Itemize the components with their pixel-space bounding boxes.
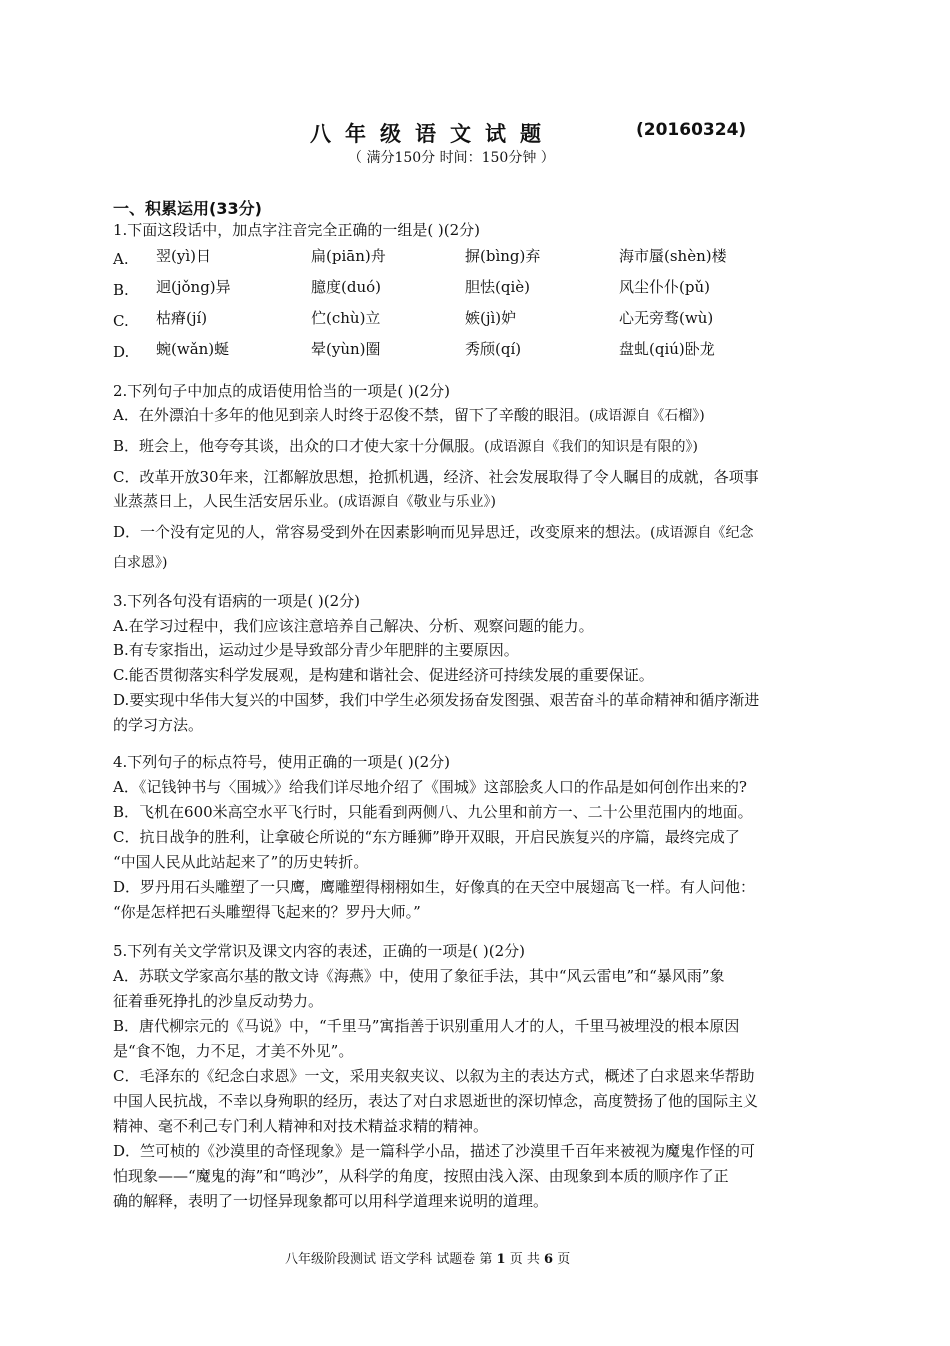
option-d-item-2: 晕(yùn)圈 xyxy=(311,340,381,358)
option-text: D．一个没有定见的人，常容易受到外在因素影响而见异思迁，改变原来的想法。 xyxy=(113,523,651,541)
option-d-item-1: 蜿(wǎn)蜒 xyxy=(156,340,230,358)
question-3-option-a: A.在学习过程中，我们应该注意培养自己解决、分析、观察问题的能力。 xyxy=(113,617,594,635)
option-letter-a: A. xyxy=(113,250,129,268)
question-4-option-b: B．飞机在600米高空水平飞行时，只能看到两侧八、九公里和前方一、二十公里范围内的地面。 xyxy=(113,803,753,821)
footer-end: 页 xyxy=(557,1252,571,1267)
option-a-item-3: 摒(bìng)弃 xyxy=(465,247,541,265)
section-heading: 一、积累运用(33分) xyxy=(113,199,262,218)
question-2-option-d-line-1 xyxy=(113,522,754,543)
question-5-option-a-line-2: 征着垂死挣扎的沙皇反动势力。 xyxy=(113,992,324,1010)
question-2-option-c-line-1: C．改革开放30年来，江都解放思想，抢抓机遇，经济、社会发展取得了令人瞩目的成就，各项事 xyxy=(113,468,759,486)
option-a-item-4: 海市蜃(shèn)楼 xyxy=(619,247,727,265)
question-1-stem: 1.下面这段话中，加点字注音完全正确的一组是( )(2分) xyxy=(113,221,481,239)
question-5-option-c-line-1: C．毛泽东的《纪念白求恩》一文，采用夹叙夹议、以叙为主的表达方式，概述了白求恩来华帮助 xyxy=(113,1067,755,1085)
question-5-option-c-line-3: 精神、毫不利己专门利人精神和对技术精益求精的精神。 xyxy=(113,1117,489,1135)
question-4-option-d-line-1: D．罗丹用石头雕塑了一只鹰，鹰雕塑得栩栩如生，好像真的在天空中展翅高飞一样。有人问他： xyxy=(113,878,756,896)
option-source: (成语源自《敬业与乐业》) xyxy=(338,494,496,510)
exam-subtitle: （ 满分150分 时间：150分钟 ） xyxy=(348,150,555,166)
question-3-option-d-line-1: D.要实现中华伟大复兴的中国梦，我们中学生必须发扬奋发图强、艰苦奋斗的革命精神和循序渐进 xyxy=(113,691,760,709)
question-5-stem: 5.下列有关文学常识及课文内容的表述，正确的一项是( )(2分) xyxy=(113,942,526,960)
option-c-item-3: 嫉(jì)妒 xyxy=(465,309,517,327)
option-source: (成语源自《石榴》) xyxy=(588,408,705,424)
option-b-item-2: 臆度(duó) xyxy=(311,278,381,296)
option-b-item-4: 风尘仆仆(pǔ) xyxy=(619,278,710,296)
page-footer xyxy=(285,1248,570,1267)
question-5-option-a-line-1: A．苏联文学家高尔基的散文诗《海燕》中，使用了象征手法，其中“风云雷电”和“暴风雨”象 xyxy=(113,967,725,985)
question-5-option-b-line-2: 是“食不饱，力不足，才美不外见”。 xyxy=(113,1042,354,1060)
option-letter-c: C. xyxy=(113,312,129,330)
question-2-option-b xyxy=(113,436,698,457)
option-c-item-2: 伫(chù)立 xyxy=(311,309,381,327)
option-text: A．在外漂泊十多年的他见到亲人时终于忍俊不禁，留下了辛酸的眼泪。 xyxy=(113,406,589,424)
option-source: (成语源自《纪念 xyxy=(650,525,754,541)
question-2-option-c-line-2 xyxy=(113,491,496,512)
question-3-option-d-line-2: 的学习方法。 xyxy=(113,716,204,734)
question-2-stem: 2.下列句子中加点的成语使用恰当的一项是( )(2分) xyxy=(113,382,451,400)
footer-page-number: 1 xyxy=(496,1252,506,1267)
question-5-option-c-line-2: 中国人民抗战，不幸以身殉职的经历，表达了对白求恩逝世的深切悼念，高度赞扬了他的国际主义 xyxy=(113,1092,759,1110)
question-4-option-c-line-1: C．抗日战争的胜利，让拿破仑所说的“东方睡狮”睁开双眼，开启民族复兴的序篇，最终完成了 xyxy=(113,828,740,846)
question-2-option-a xyxy=(113,405,705,426)
footer-total-pages: 6 xyxy=(544,1252,554,1267)
question-4-option-c-line-2: “中国人民从此站起来了”的历史转折。 xyxy=(113,853,369,871)
option-d-item-3: 秀颀(qí) xyxy=(465,340,522,358)
page-title: 八年级语文试题 xyxy=(310,122,555,146)
question-3-stem: 3.下列各句没有语病的一项是( )(2分) xyxy=(113,592,361,610)
option-text: B．班会上，他夸夸其谈，出众的口才使大家十分佩服。 xyxy=(113,437,485,455)
option-a-item-2: 扁(piān)舟 xyxy=(311,247,386,265)
footer-text: 八年级阶段测试 语文学科 试题卷 第 xyxy=(285,1252,493,1267)
question-5-option-d-line-3: 确的解释，表明了一切怪异现象都可以用科学道理来说明的道理。 xyxy=(113,1192,549,1210)
question-5-option-b-line-1: B．唐代柳宗元的《马说》中，“千里马”寓指善于识别重用人才的人，千里马被埋没的根本原因 xyxy=(113,1017,740,1035)
option-c-item-1: 枯瘠(jí) xyxy=(156,309,208,327)
question-5-option-d-line-2: 怕现象——“魔鬼的海”和“鸣沙”，从科学的角度，按照由浅入深、由现象到本质的顺序作了正 xyxy=(113,1167,729,1185)
question-4-option-a: A．《记钱钟书与〈围城〉》给我们详尽地介绍了《围城》这部脍炙人口的作品是如何创作出来的? xyxy=(113,778,747,796)
option-b-item-1: 迥(jǒng)异 xyxy=(156,278,231,296)
question-3-option-b: B.有专家指出，运动过少是导致部分青少年肥胖的主要原因。 xyxy=(113,641,519,659)
question-5-option-d-line-1: D．竺可桢的《沙漠里的奇怪现象》是一篇科学小品，描述了沙漠里千百年来被视为魔鬼作怪的可 xyxy=(113,1142,756,1160)
footer-mid: 页 共 xyxy=(509,1252,540,1267)
option-a-item-1: 翌(yì)日 xyxy=(156,247,211,265)
option-letter-b: B. xyxy=(113,281,129,299)
option-source: (成语源自《我们的知识是有限的》) xyxy=(484,439,698,455)
question-4-stem: 4.下列句子的标点符号，使用正确的一项是( )(2分) xyxy=(113,753,451,771)
option-letter-d: D. xyxy=(113,343,130,361)
option-d-item-4: 盘虬(qiú)卧龙 xyxy=(619,340,715,358)
option-text: 业蒸蒸日上，人民生活安居乐业。 xyxy=(113,492,339,510)
exam-date: (20160324) xyxy=(636,120,747,140)
option-b-item-3: 胆怯(qiè) xyxy=(465,278,530,296)
question-2-option-d-line-2: 白求恩》) xyxy=(113,555,168,571)
question-3-option-c: C.能否贯彻落实科学发展观，是构建和谐社会、促进经济可持续发展的重要保证。 xyxy=(113,666,654,684)
option-c-item-4: 心无旁骛(wù) xyxy=(619,309,714,327)
question-4-option-d-line-2: “你是怎样把石头雕塑得飞起来的？罗丹大师。” xyxy=(113,903,421,921)
